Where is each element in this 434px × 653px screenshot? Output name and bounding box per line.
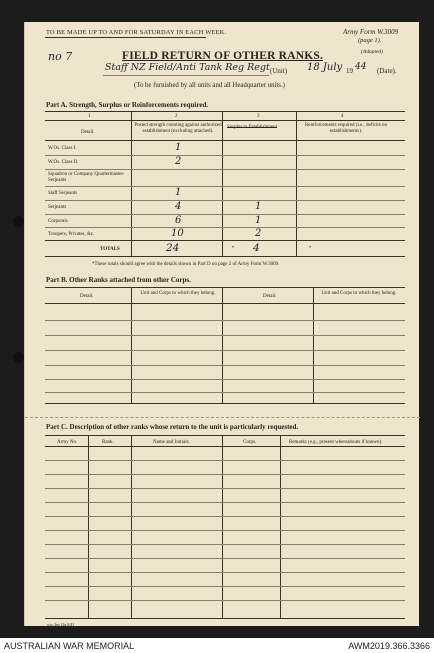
part-c-row-line: [45, 460, 405, 461]
part-a-header-rule: [45, 140, 405, 141]
part-b-header: Unit and Corps to which they belong.: [140, 291, 216, 296]
row-posted: 1: [175, 142, 182, 153]
row-detail: Squadron or Company Quartermaster-Serjeants: [48, 172, 125, 183]
row-detail: Corporals: [48, 219, 68, 224]
part-b-col-divider: [222, 287, 223, 404]
part-c-col-divider: [88, 435, 89, 619]
part-c-header: Army No.: [57, 440, 78, 445]
punch-hole-bottom: [13, 352, 24, 363]
part-c-row-line: [45, 572, 405, 573]
part-b-col-divider: [131, 287, 132, 404]
part-b-title: Part B. Other Ranks attached from other Corps.: [46, 276, 191, 284]
unit-line: [103, 75, 269, 76]
part-c-row-line: [45, 502, 405, 503]
part-c-bottom-rule: [45, 618, 405, 619]
row-detail: Staff Serjeants: [48, 191, 78, 196]
part-c-header-rule: [45, 446, 405, 447]
row-line: [45, 214, 405, 215]
col-number: 3: [257, 114, 260, 119]
header-instruction: TO BE MADE UP TO AND FOR SATURDAY IN EACH WEEK.: [46, 29, 227, 36]
part-c-row-line: [45, 474, 405, 475]
part-a-bottom-rule: [45, 256, 405, 257]
col-number: 4: [341, 114, 344, 119]
totals-posted: 24: [166, 242, 180, 254]
row-posted: 4: [175, 201, 182, 212]
row-detail: W.Os. Class II.: [48, 160, 79, 165]
col-number: 1: [88, 114, 91, 119]
part-b-row-line: [45, 350, 405, 351]
archive-footer: [0, 638, 434, 653]
punch-hole-top: [13, 216, 24, 227]
form-title: FIELD RETURN OF OTHER RANKS.: [122, 50, 324, 62]
part-a-col-divider: [131, 111, 132, 257]
part-b-bottom-rule: [45, 403, 405, 404]
part-c-row-line: [45, 586, 405, 587]
handwritten-unit: Staff NZ Field/Anti Tank Reg Regt: [105, 62, 270, 73]
part-b-row-line: [45, 392, 405, 393]
part-b-row-line: [45, 320, 405, 321]
handwritten-number: no 7: [48, 50, 73, 63]
part-c-header: Corps.: [243, 440, 257, 445]
header-underline: [45, 37, 206, 38]
part-b-header: Detail.: [263, 294, 277, 299]
row-surplus: 1: [255, 215, 262, 226]
part-c-row-line: [45, 530, 405, 531]
row-posted: 1: [175, 187, 182, 198]
part-b-row-line: [45, 365, 405, 366]
part-a-col-divider: [222, 111, 223, 257]
unit-label: (Unit): [270, 67, 288, 75]
col-header-detail: Detail.: [81, 130, 95, 135]
part-c-row-line: [45, 544, 405, 545]
part-c-row-line: [45, 600, 405, 601]
col-number: 2: [175, 114, 178, 119]
row-posted: 6: [175, 215, 182, 226]
row-line: [45, 155, 405, 156]
furnished-note: (To be furnished by all units and all Headquarter units.): [134, 82, 285, 89]
adapted-label: (Adapted): [361, 49, 383, 55]
totals-rule: [45, 240, 405, 241]
footer-institution: AUSTRALIAN WAR MEMORIAL: [4, 641, 135, 651]
totals-reinf-marker: •: [309, 245, 312, 251]
handwritten-date: 18 July: [307, 62, 343, 73]
part-c-row-line: [45, 558, 405, 559]
part-c-row-line: [45, 516, 405, 517]
row-line: [45, 186, 405, 187]
row-line: [45, 200, 405, 201]
row-surplus: 2: [255, 228, 262, 239]
part-c-title: Part C. Description of other ranks whose return to the unit is particularly requested.: [46, 423, 299, 431]
part-a-number-rule: [45, 120, 405, 121]
row-line: [45, 227, 405, 228]
row-line: [45, 169, 405, 170]
part-c-header: Remarks (e.g., present whereabouts if known).: [289, 440, 383, 445]
part-c-col-divider: [222, 435, 223, 619]
col-header-posted: Posted strength counting against authorized establishment (excluding attached).: [134, 123, 222, 134]
part-b-col-divider: [313, 287, 314, 404]
part-b-row-line: [45, 379, 405, 380]
totals-note: *These totals should agree with the details shown in Part D on page 2 of Army Form W.3009.: [92, 262, 280, 267]
form-sheet: [24, 22, 419, 626]
part-b-header: Detail.: [80, 294, 94, 299]
date-label: (Date).: [377, 67, 397, 75]
perforation-line: [25, 417, 420, 418]
col-header-surplus: Surplus to Establishment: [227, 125, 277, 130]
part-b-header-rule: [45, 303, 405, 304]
print-code: a.w. 2m 14a 8/41: [47, 622, 75, 627]
part-b-header: Unit and Corps to which they belong.: [321, 291, 397, 296]
page-label: (page 1).: [358, 37, 382, 44]
part-c-row-line: [45, 488, 405, 489]
army-form-label: Army Form W.3009: [343, 28, 399, 36]
part-a-top-rule: [45, 111, 405, 112]
part-a-col-divider: [296, 111, 297, 257]
footer-accession: AWM2019.366.3366: [348, 641, 430, 651]
part-c-top-rule: [45, 435, 405, 436]
row-detail: Serjeants: [48, 205, 67, 210]
totals-surplus: 4: [253, 242, 260, 254]
part-b-top-rule: [45, 287, 405, 288]
part-a-title: Part A. Strength, Surplus or Reinforcements required.: [46, 101, 209, 109]
row-posted: 2: [175, 156, 182, 167]
col-header-reinforcements: Reinforcements required (i.e., deficits on establishments).: [304, 123, 388, 134]
part-c-col-divider: [280, 435, 281, 619]
row-detail: Troopers, Privates, &c.: [48, 232, 95, 237]
handwritten-year: 44: [355, 62, 367, 72]
part-c-header: Rank.: [102, 440, 114, 445]
totals-label: TOTALS: [100, 247, 120, 252]
row-detail: W.Os. Class I.: [48, 146, 77, 151]
totals-surplus-marker: •: [232, 245, 235, 251]
part-b-row-line: [45, 335, 405, 336]
row-surplus: 1: [255, 201, 262, 212]
part-c-col-divider: [131, 435, 132, 619]
part-c-header: Name and Initials.: [153, 440, 190, 445]
year-prefix: 19: [346, 67, 353, 75]
row-posted: 10: [171, 228, 184, 239]
